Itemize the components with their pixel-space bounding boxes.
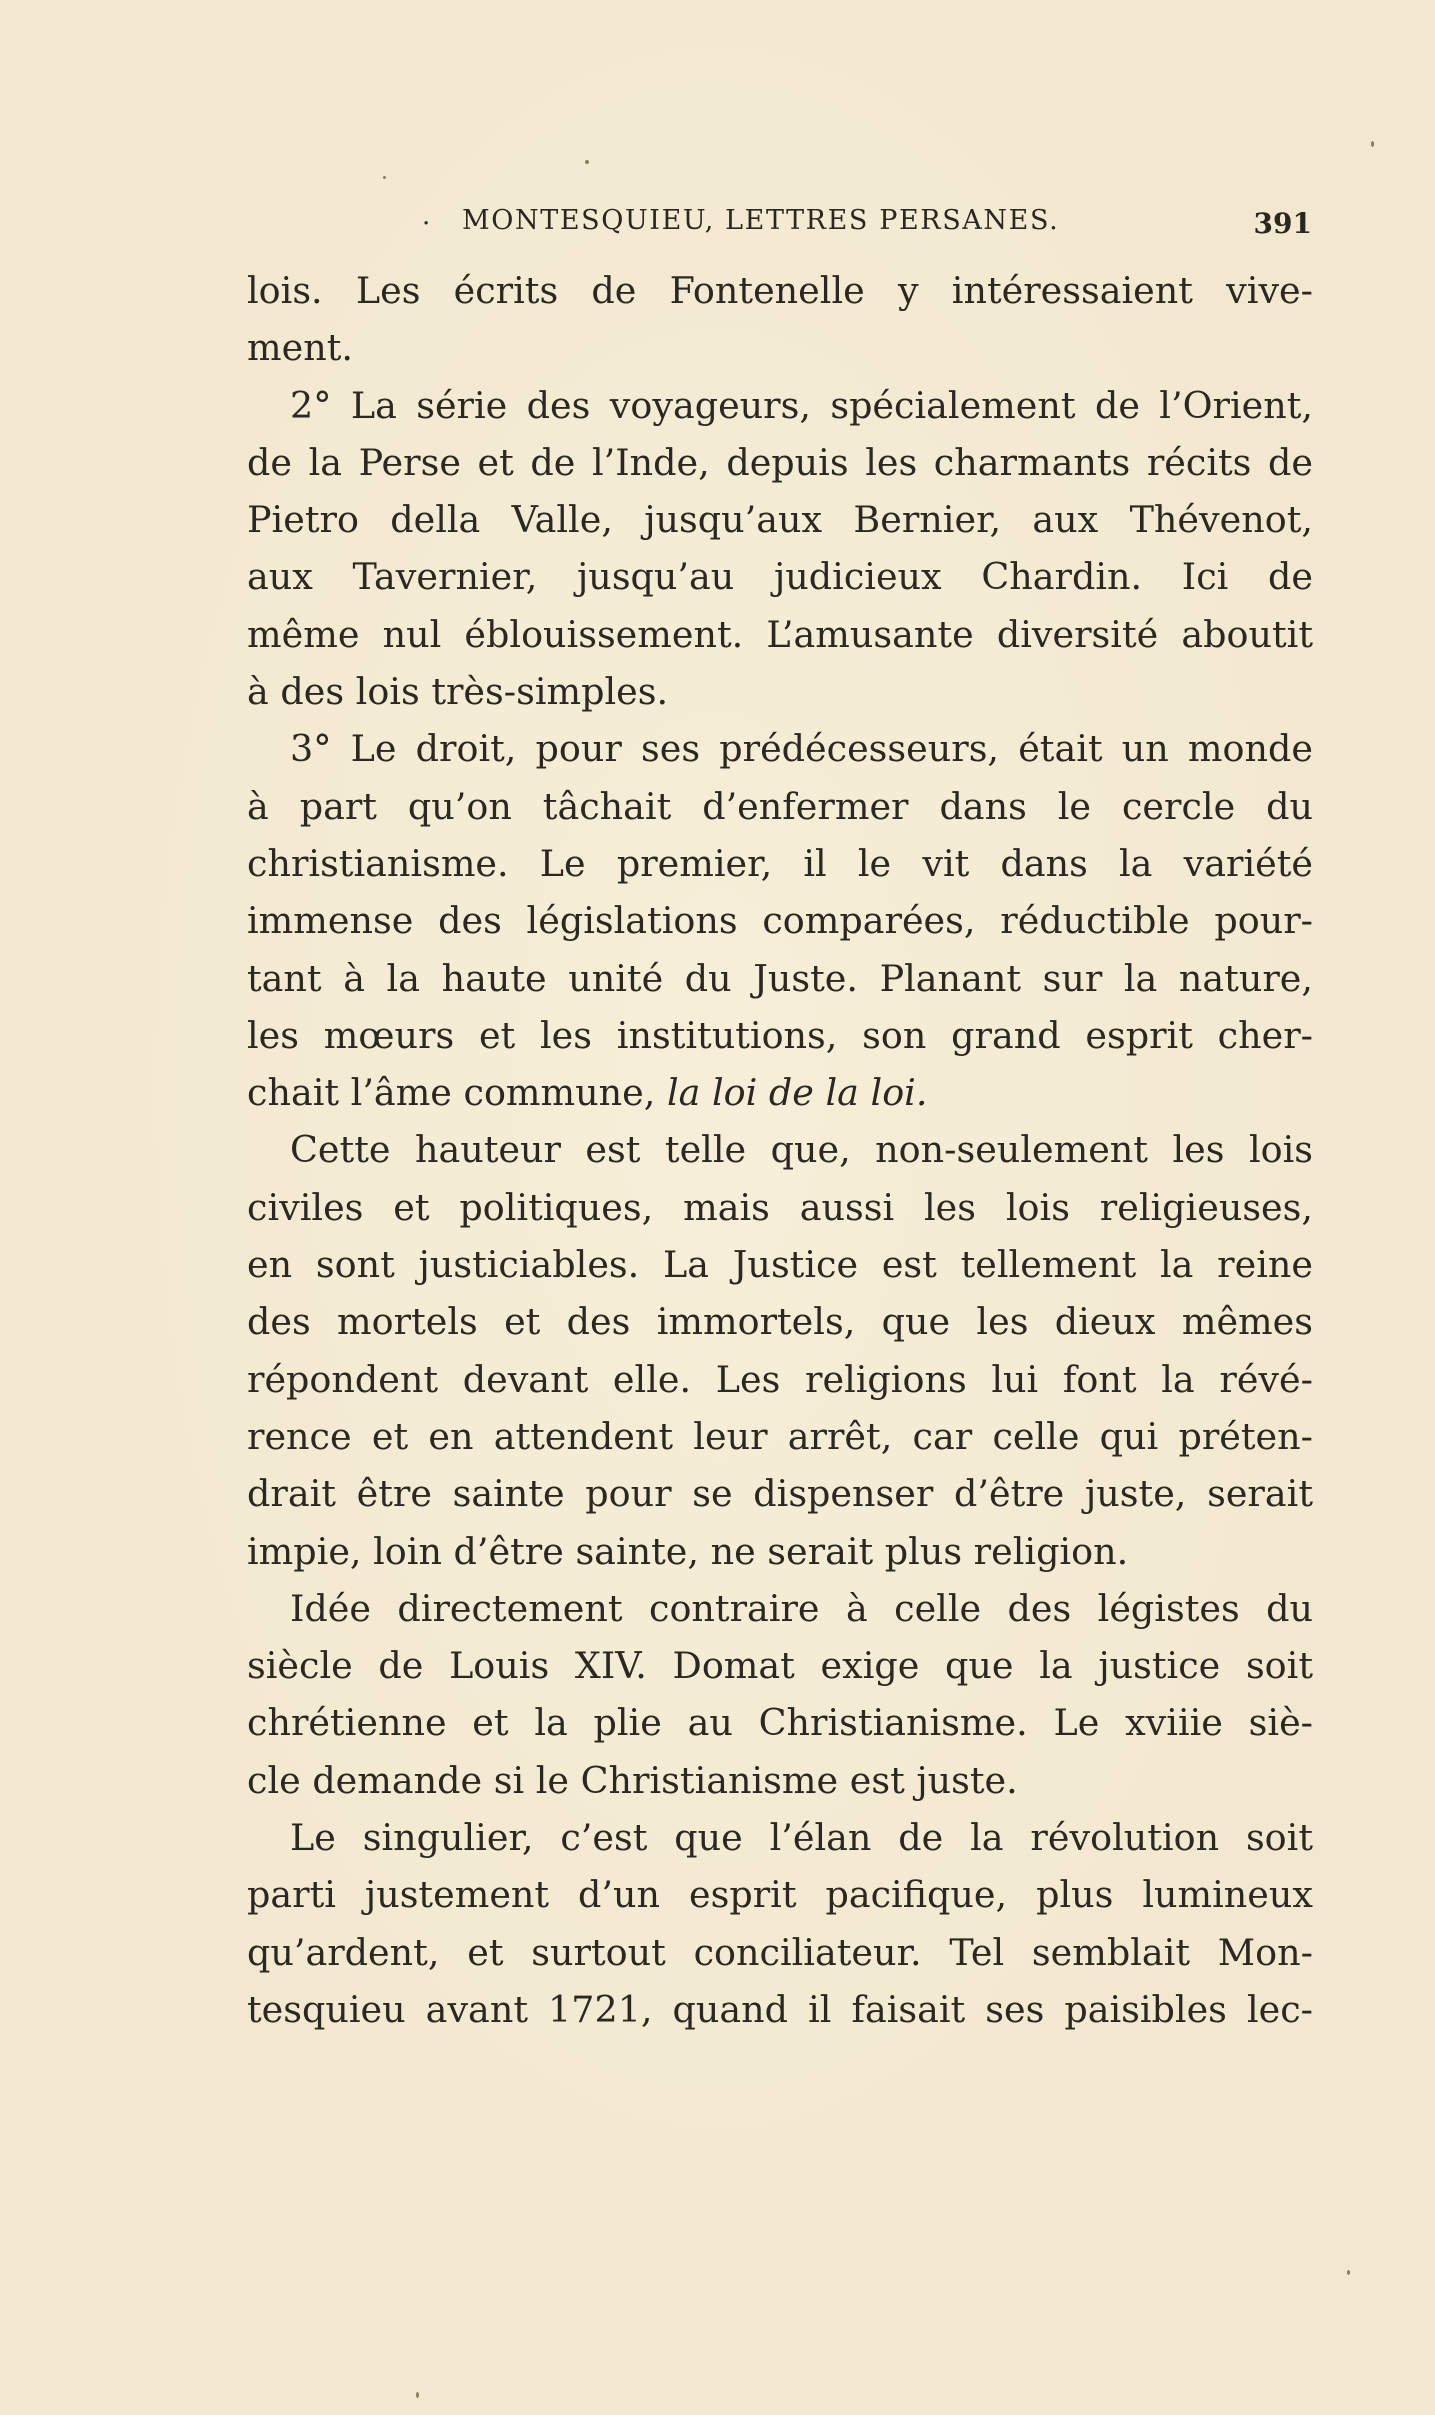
text-line: qu’ardent, et surtout conciliateur. Tel semblait Mon- [247, 1930, 1313, 1974]
text-line: aux Tavernier, jusqu’au judicieux Chardin. Ici de [247, 555, 1313, 599]
running-header [422, 203, 1312, 243]
text-line: ment. [247, 326, 353, 370]
text-line: 2° La série des voyageurs, spécialement de l’Orient, [290, 383, 1313, 427]
text-line: drait être sainte pour se dispenser d’être juste, serait [247, 1472, 1313, 1516]
text-line: tesquieu avant 1721, quand il faisait ses paisibles lec- [247, 1987, 1313, 2031]
text-line: Idée directement contraire à celle des légistes du [290, 1586, 1313, 1630]
paper-speck [585, 160, 589, 164]
text-line: à part qu’on tâchait d’enfermer dans le cercle du [247, 784, 1313, 828]
text-line: rence et en attendent leur arrêt, car celle qui préten- [247, 1414, 1313, 1458]
text-line: lois. Les écrits de Fontenelle y intéressaient vive- [247, 269, 1313, 312]
text-line: christianisme. Le premier, il le vit dans la variété [247, 841, 1313, 885]
text-line: les mœurs et les institutions, son grand esprit cher- [247, 1013, 1313, 1057]
text-line [247, 1064, 1313, 1121]
text-line: parti justement d’un esprit pacifique, plus lumineux [247, 1873, 1313, 1917]
text-line: cle demande si le Christianisme est juste. [247, 1758, 1018, 1802]
running-title: MONTESQUIEU, LETTRES PERSANES. [462, 205, 1060, 236]
text-line-roman: chait l’âme commune, [247, 1071, 667, 1115]
text-line: siècle de Louis XIV. Domat exige que la justice soit [247, 1644, 1313, 1688]
text-line-italic: la loi de la loi. [666, 1071, 928, 1115]
text-line: immense des législations comparées, réductible pour- [247, 899, 1313, 943]
text-line: Cette hauteur est telle que, non-seulement les lois [290, 1128, 1313, 1172]
text-line: tant à la haute unité du Juste. Planant sur la nature, [247, 956, 1313, 1000]
paper-speck [416, 2392, 419, 2398]
paper-speck [383, 176, 386, 179]
text-line: 3° Le droit, pour ses prédécesseurs, était un monde [290, 727, 1313, 771]
text-line: chrétienne et la plie au Christianisme. Le xviiie siè- [247, 1701, 1313, 1745]
text-line: en sont justiciables. La Justice est tellement la reine [247, 1243, 1313, 1287]
paper-speck [1371, 141, 1374, 147]
text-line: à des lois très-simples. [247, 670, 669, 714]
text-line: répondent devant elle. Les religions lui font la révé- [247, 1357, 1313, 1401]
paper-speck [1347, 2270, 1350, 2275]
text-line: même nul éblouissement. L’amusante diversité aboutit [247, 612, 1313, 656]
text-line: Le singulier, c’est que l’élan de la révolution soit [290, 1816, 1313, 1860]
text-line: impie, loin d’être sainte, ne serait plus religion. [247, 1529, 1129, 1573]
body-text [247, 262, 1313, 2038]
page-number: 391 [1253, 207, 1312, 240]
text-line: Pietro della Valle, jusqu’aux Bernier, aux Thévenot, [247, 498, 1313, 542]
text-line: civiles et politiques, mais aussi les lois religieuses, [247, 1185, 1313, 1229]
text-line: de la Perse et de l’Inde, depuis les charmants récits de [247, 440, 1313, 484]
header-mark: · [422, 209, 431, 239]
text-line: des mortels et des immortels, que les dieux mêmes [247, 1300, 1313, 1344]
